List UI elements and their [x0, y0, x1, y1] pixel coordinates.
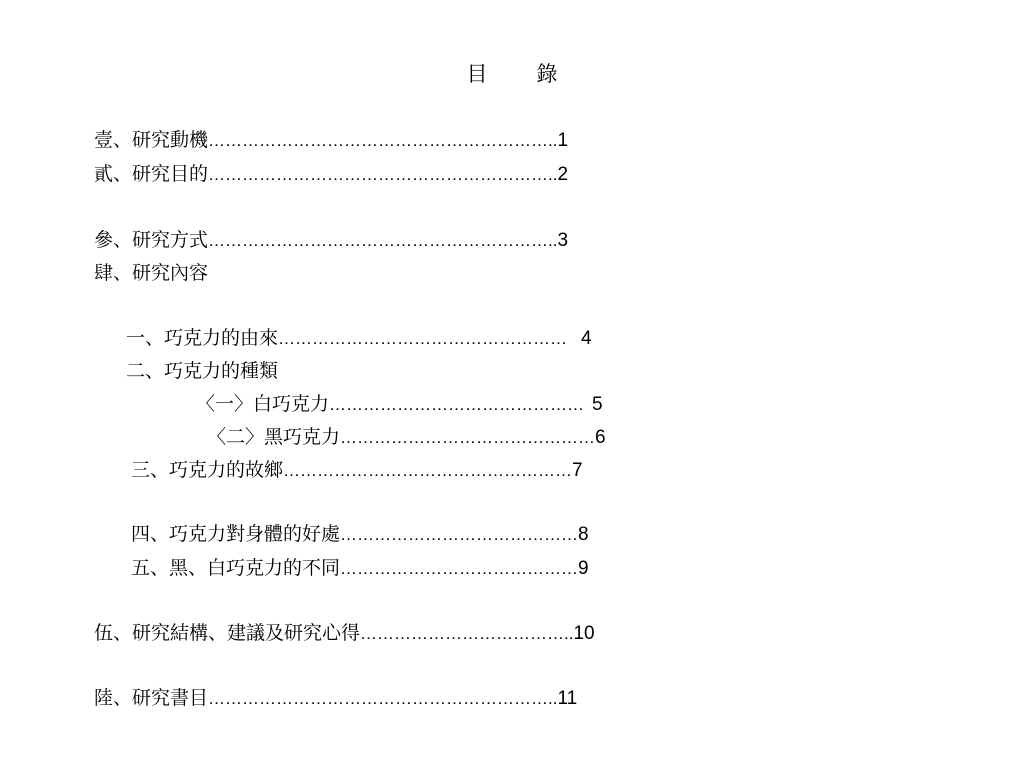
toc-entry-label: 四、巧克力對身體的好處 — [131, 523, 341, 545]
toc-entry-page: 6 — [595, 427, 606, 448]
toc-entry-label: 陸、研究書目 — [94, 687, 209, 709]
toc-entry-label: 伍、研究結構、建議及研究心得 — [94, 622, 361, 644]
toc-entry-page: 2 — [557, 164, 569, 185]
toc-entry-leader: …………………………………………………….. — [208, 231, 558, 250]
toc-entry-page: 3 — [557, 230, 569, 251]
toc-entry — [126, 359, 278, 383]
toc-entry-leader: ……………………………………… — [340, 428, 596, 447]
toc-entry-leader: …………………………………………………….. — [208, 689, 558, 708]
toc-title: 目 錄 — [466, 62, 572, 86]
toc-entry-label: 壹、研究動機 — [94, 129, 209, 151]
toc-entry-label: 五、黑、白巧克力的不同 — [131, 557, 341, 579]
toc-entry-label: 〈二〉黑巧克力 — [207, 426, 341, 448]
toc-entry — [94, 162, 568, 187]
toc-entry-page: 9 — [578, 558, 589, 579]
toc-entry-label: 〈一〉白巧克力 — [196, 393, 330, 415]
toc-entry — [207, 425, 606, 450]
toc-entry — [126, 326, 592, 351]
toc-entry — [196, 392, 603, 417]
toc-entry-label: 參、研究方式 — [94, 229, 209, 251]
toc-entry — [131, 556, 589, 581]
toc-entry-leader: ……………………………………… — [329, 395, 585, 414]
toc-entry-label: 一、巧克力的由來 — [126, 327, 279, 349]
toc-entry — [94, 686, 577, 711]
toc-entry-page: 11 — [557, 688, 578, 709]
toc-entry-leader: …………………………………… — [340, 525, 579, 544]
toc-entry — [94, 261, 208, 285]
toc-entry-leader: ……………………………….. — [360, 624, 574, 643]
toc-entry-leader: …………………………………………………….. — [208, 131, 558, 150]
toc-entry-page: 4 — [581, 328, 592, 349]
toc-entry — [94, 228, 568, 253]
toc-entry-page: 1 — [557, 130, 569, 151]
toc-entry-page: 5 — [592, 394, 603, 415]
toc-entry-label: 貳、研究目的 — [94, 163, 209, 185]
toc-entry-leader: …………………………………………………….. — [208, 165, 558, 184]
toc-entry-page: 7 — [572, 460, 583, 481]
toc-entry-leader: …………………………………………… — [278, 329, 568, 348]
toc-entry — [131, 522, 589, 547]
toc-entry-label: 三、巧克力的故鄉 — [131, 459, 284, 481]
toc-entry — [131, 458, 583, 483]
toc-entry-leader: …………………………………… — [340, 559, 579, 578]
toc-entry-page: 8 — [578, 524, 589, 545]
toc-entry-page: 10 — [573, 623, 595, 644]
toc-entry — [94, 621, 595, 646]
toc-entry-label: 二、巧克力的種類 — [126, 360, 279, 382]
toc-entry-label: 肆、研究內容 — [94, 262, 209, 284]
toc-entry-leader: …………………………………………… — [283, 461, 573, 480]
toc-entry — [94, 128, 568, 153]
